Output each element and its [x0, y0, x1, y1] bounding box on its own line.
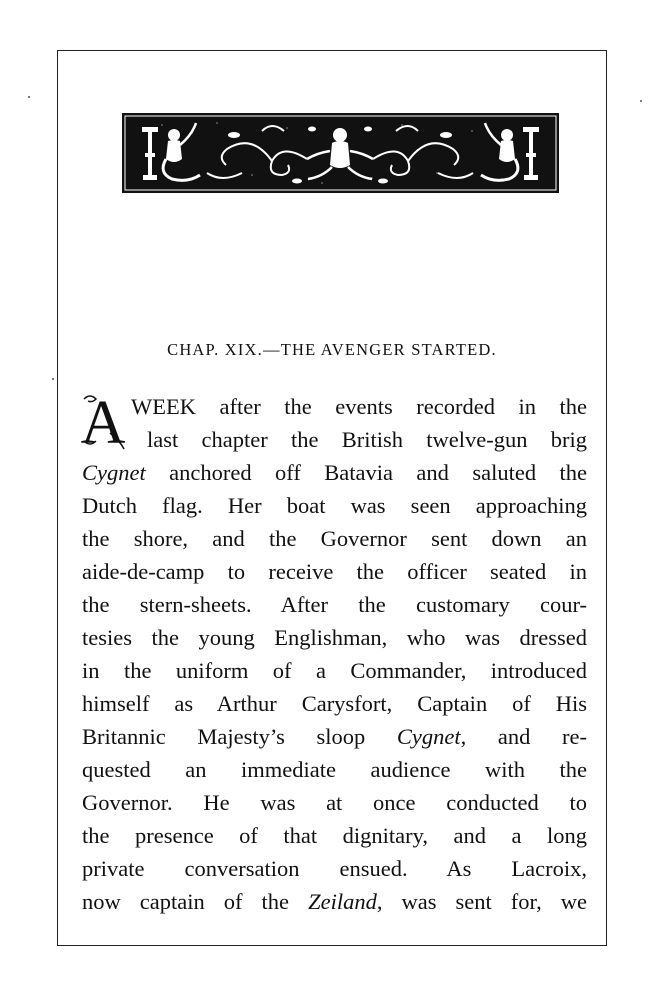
text-line [82, 885, 587, 918]
text-segment: himself as Arthur Carysfort, Captain of His [82, 691, 587, 716]
text-segment: anchored off Batavia and saluted the [145, 460, 587, 485]
chapter-heading: CHAP. XIX.—THE AVENGER STARTED. [167, 340, 497, 359]
text-segment: quested an immediate audience with the [82, 757, 587, 782]
text-segment: tesies the young Englishman, who was dressed [82, 625, 587, 650]
headpiece-ornament [122, 113, 559, 193]
italic-ship-name: Cygnet [396, 724, 461, 749]
drop-cap-a-icon [80, 389, 126, 453]
drop-cap-initial [80, 389, 126, 453]
text-line [82, 489, 587, 522]
text-line [82, 654, 587, 687]
text-segment: the stern-sheets. After the customary cour- [82, 592, 587, 617]
text-line [82, 522, 587, 555]
text-line [82, 753, 587, 786]
text-segment: private conversation ensued. As Lacroix, [82, 856, 587, 881]
text-segment: now captain of the [82, 889, 309, 914]
italic-ship-name: Cygnet [82, 460, 146, 485]
text-segment: WEEK after the events recorded in the [131, 394, 587, 419]
text-segment: Dutch flag. Her boat was seen approaching [82, 493, 587, 518]
text-line [131, 390, 587, 423]
text-segment: last chapter the British twelve-gun brig [147, 427, 587, 452]
text-line [82, 786, 587, 819]
grotesque-headpiece-icon [122, 113, 559, 193]
text-segment: Governor. He was at once conducted to [82, 790, 587, 815]
text-line [82, 720, 587, 753]
scan-speck [28, 96, 30, 98]
drop-cap-letter: A [80, 389, 126, 453]
text-line [147, 423, 587, 456]
text-line [82, 687, 587, 720]
text-line [82, 819, 587, 852]
text-line [82, 555, 587, 588]
text-segment: aide-de-camp to receive the officer seated in [82, 559, 587, 584]
text-segment: the presence of that dignitary, and a long [82, 823, 587, 848]
text-line [82, 588, 587, 621]
italic-ship-name: Zeiland [308, 889, 377, 914]
text-segment: , was sent for, we [376, 889, 587, 914]
text-segment: Britannic Majesty’s sloop [82, 724, 397, 749]
text-segment: , and re- [460, 724, 587, 749]
text-segment: the shore, and the Governor sent down an [82, 526, 587, 551]
text-line [82, 852, 587, 885]
scan-speck [52, 378, 54, 380]
text-line [82, 456, 587, 489]
scan-speck [640, 100, 642, 102]
text-line [82, 621, 587, 654]
text-segment: in the uniform of a Commander, introduced [82, 658, 587, 683]
